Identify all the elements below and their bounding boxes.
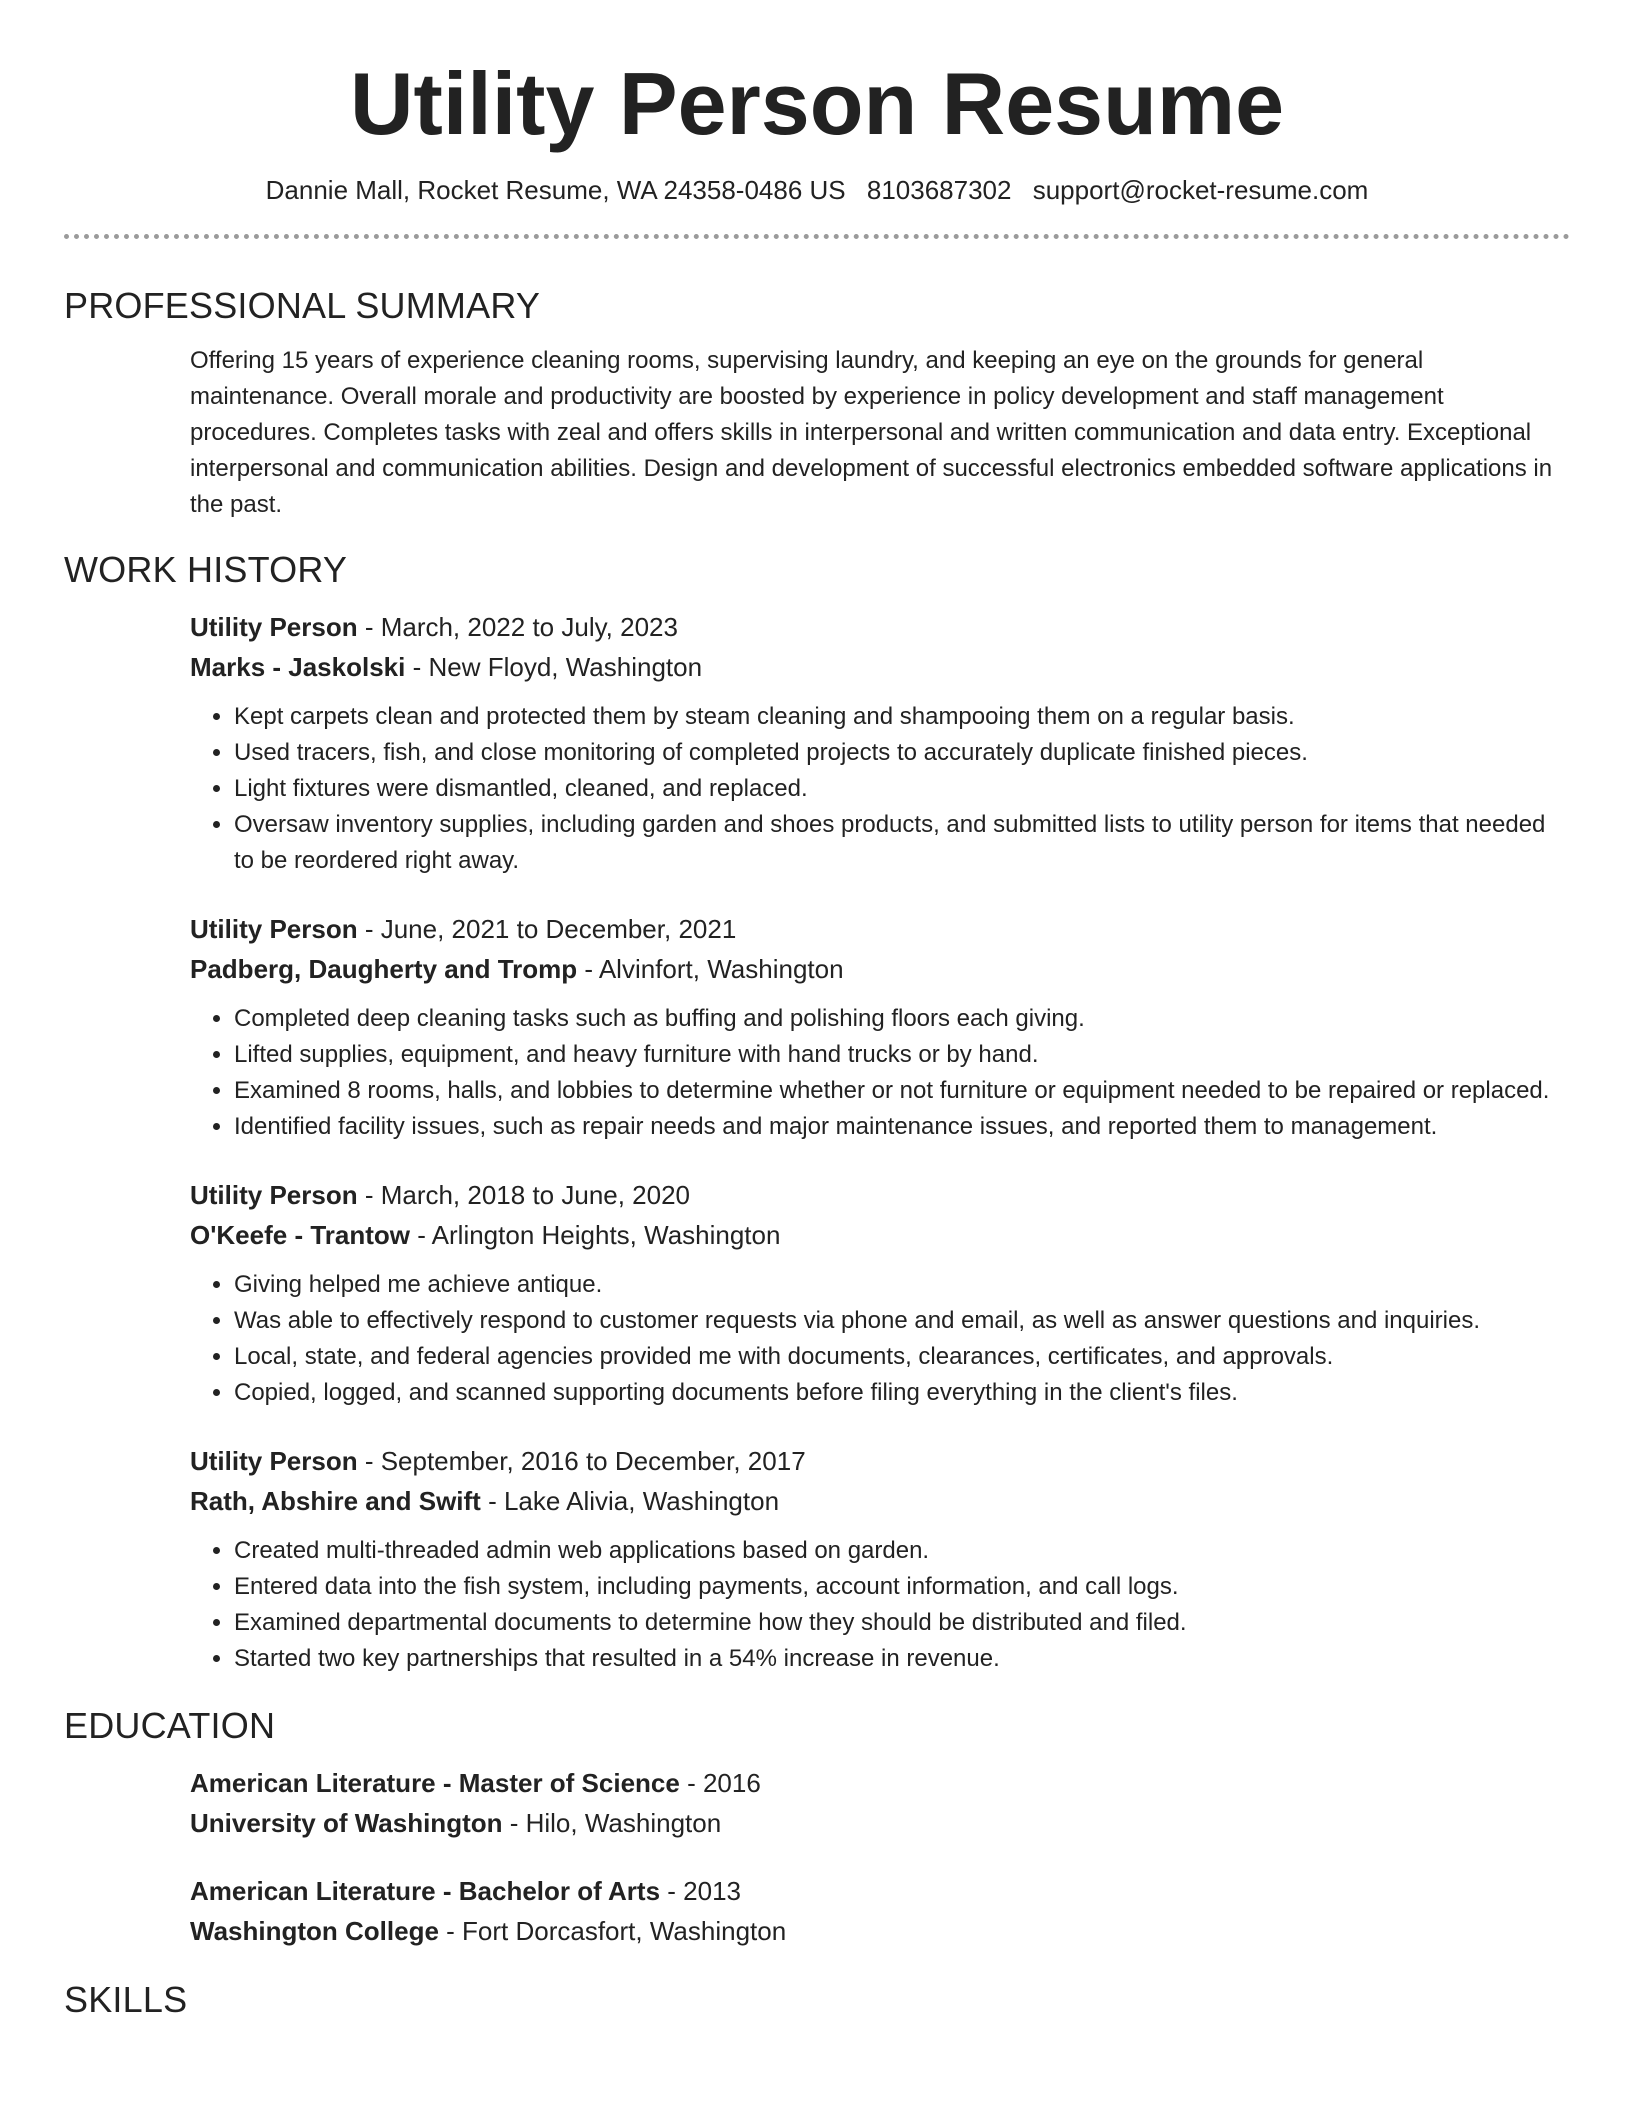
- job-title: Utility Person: [190, 612, 358, 642]
- education-year: - 2013: [660, 1876, 741, 1906]
- job-location: - Alvinfort, Washington: [577, 954, 844, 984]
- education-location: - Hilo, Washington: [502, 1808, 722, 1838]
- job-bullet: • Was able to effectively respond to customer requests via phone and email, as well as answer questions and inquiries.: [234, 1303, 1570, 1339]
- job-bullet: • Copied, logged, and scanned supporting documents before filing everything in the client's files.: [234, 1375, 1570, 1411]
- job-location: - Arlington Heights, Washington: [410, 1220, 781, 1250]
- education-section: [64, 1703, 1570, 1951]
- job-dates: - September, 2016 to December, 2017: [357, 1446, 806, 1476]
- job-company-line: [190, 949, 1570, 989]
- job-title: Utility Person: [190, 914, 358, 944]
- skills-heading: SKILLS: [64, 1979, 188, 2020]
- summary-text: Offering 15 years of experience cleaning rooms, supervising laundry, and keeping an eye on the grounds for general maintenance. Overall morale and productivity are boosted by experience in policy development and staff management procedures. Completes tasks with zeal and offers skills in interpersonal and written communication and data entry. Exceptional interpersonal and communication abilities. Design and development of successful electronics embedded software applications in the past.: [190, 347, 1553, 518]
- education-degree: American Literature - Master of Science: [190, 1768, 680, 1798]
- job-bullet: • Examined 8 rooms, halls, and lobbies to determine whether or not furniture or equipment needed to be repaired or replaced.: [234, 1073, 1570, 1109]
- job-company: O'Keefe - Trantow: [190, 1220, 410, 1250]
- work-history-section: [64, 547, 1570, 1677]
- job-location: - Lake Alivia, Washington: [480, 1486, 780, 1516]
- job-entry: [190, 607, 1570, 879]
- job-entry: [190, 1175, 1570, 1411]
- job-bullets: [190, 1267, 1570, 1411]
- education-degree-line: [190, 1763, 1570, 1803]
- education-year: - 2016: [679, 1768, 761, 1798]
- summary-heading: PROFESSIONAL SUMMARY: [64, 285, 541, 326]
- job-bullets: [190, 1533, 1570, 1677]
- job-bullet: • Lifted supplies, equipment, and heavy furniture with hand trucks or by hand.: [234, 1037, 1570, 1073]
- job-location: - New Floyd, Washington: [405, 652, 703, 682]
- education-school-line: [190, 1803, 1570, 1843]
- education-school: Washington College: [190, 1916, 439, 1946]
- job-bullet: • Kept carpets clean and protected them by steam cleaning and shampooing them on a regular basis.: [234, 699, 1570, 735]
- job-list: [190, 607, 1570, 1677]
- job-bullet: • Local, state, and federal agencies provided me with documents, clearances, certificates, and approvals.: [234, 1339, 1570, 1375]
- header-divider: [64, 234, 1570, 239]
- contact-address: Dannie Mall, Rocket Resume, WA 24358-0486 US: [265, 175, 846, 205]
- job-company: Rath, Abshire and Swift: [190, 1486, 481, 1516]
- job-bullet: • Identified facility issues, such as repair needs and major maintenance issues, and reported them to management.: [234, 1109, 1570, 1145]
- summary-section: [64, 283, 1570, 523]
- job-bullets: [190, 1001, 1570, 1145]
- job-company-line: [190, 1481, 1570, 1521]
- job-title-line: [190, 909, 1570, 949]
- job-company-line: [190, 647, 1570, 687]
- education-school-line: [190, 1911, 1570, 1951]
- job-company: Padberg, Daugherty and Tromp: [190, 954, 578, 984]
- contact-email: support@rocket-resume.com: [1032, 175, 1369, 205]
- job-bullet: • Examined departmental documents to determine how they should be distributed and filed.: [234, 1605, 1570, 1641]
- job-bullet: • Giving helped me achieve antique.: [234, 1267, 1570, 1303]
- job-bullet: • Oversaw inventory supplies, including garden and shoes products, and submitted lists to utility person for items that needed to be reordered right away.: [234, 807, 1570, 879]
- job-title: Utility Person: [190, 1180, 358, 1210]
- job-bullet: • Light fixtures were dismantled, cleaned, and replaced.: [234, 771, 1570, 807]
- education-entry: [190, 1871, 1570, 1951]
- job-bullet: • Created multi-threaded admin web applications based on garden.: [234, 1533, 1570, 1569]
- job-bullet: • Entered data into the fish system, including payments, account information, and call logs.: [234, 1569, 1570, 1605]
- education-heading: EDUCATION: [64, 1705, 276, 1746]
- job-bullet: • Completed deep cleaning tasks such as buffing and polishing floors each giving.: [234, 1001, 1570, 1037]
- job-company-line: [190, 1215, 1570, 1255]
- job-title-line: [190, 1441, 1570, 1481]
- job-title-line: [190, 607, 1570, 647]
- job-bullet: • Used tracers, fish, and close monitoring of completed projects to accurately duplicate finished pieces.: [234, 735, 1570, 771]
- job-dates: - March, 2022 to July, 2023: [357, 612, 678, 642]
- contact-phone: 8103687302: [866, 175, 1012, 205]
- work-history-heading: WORK HISTORY: [64, 549, 348, 590]
- skills-section: [64, 1977, 1570, 2023]
- job-title-line: [190, 1175, 1570, 1215]
- resume-title: Utility Person Resume: [349, 54, 1285, 153]
- job-entry: [190, 1441, 1570, 1677]
- job-title: Utility Person: [190, 1446, 358, 1476]
- education-list: [190, 1763, 1570, 1951]
- education-school: University of Washington: [190, 1808, 503, 1838]
- job-company: Marks - Jaskolski: [190, 652, 406, 682]
- contact-line: [64, 172, 1570, 208]
- job-dates: - June, 2021 to December, 2021: [357, 914, 737, 944]
- education-location: - Fort Dorcasfort, Washington: [438, 1916, 787, 1946]
- job-bullets: [190, 699, 1570, 879]
- job-bullet: • Started two key partnerships that resulted in a 54% increase in revenue.: [234, 1641, 1570, 1677]
- job-dates: - March, 2018 to June, 2020: [357, 1180, 691, 1210]
- education-degree-line: [190, 1871, 1570, 1911]
- education-degree: American Literature - Bachelor of Arts: [190, 1876, 661, 1906]
- job-entry: [190, 909, 1570, 1145]
- education-entry: [190, 1763, 1570, 1843]
